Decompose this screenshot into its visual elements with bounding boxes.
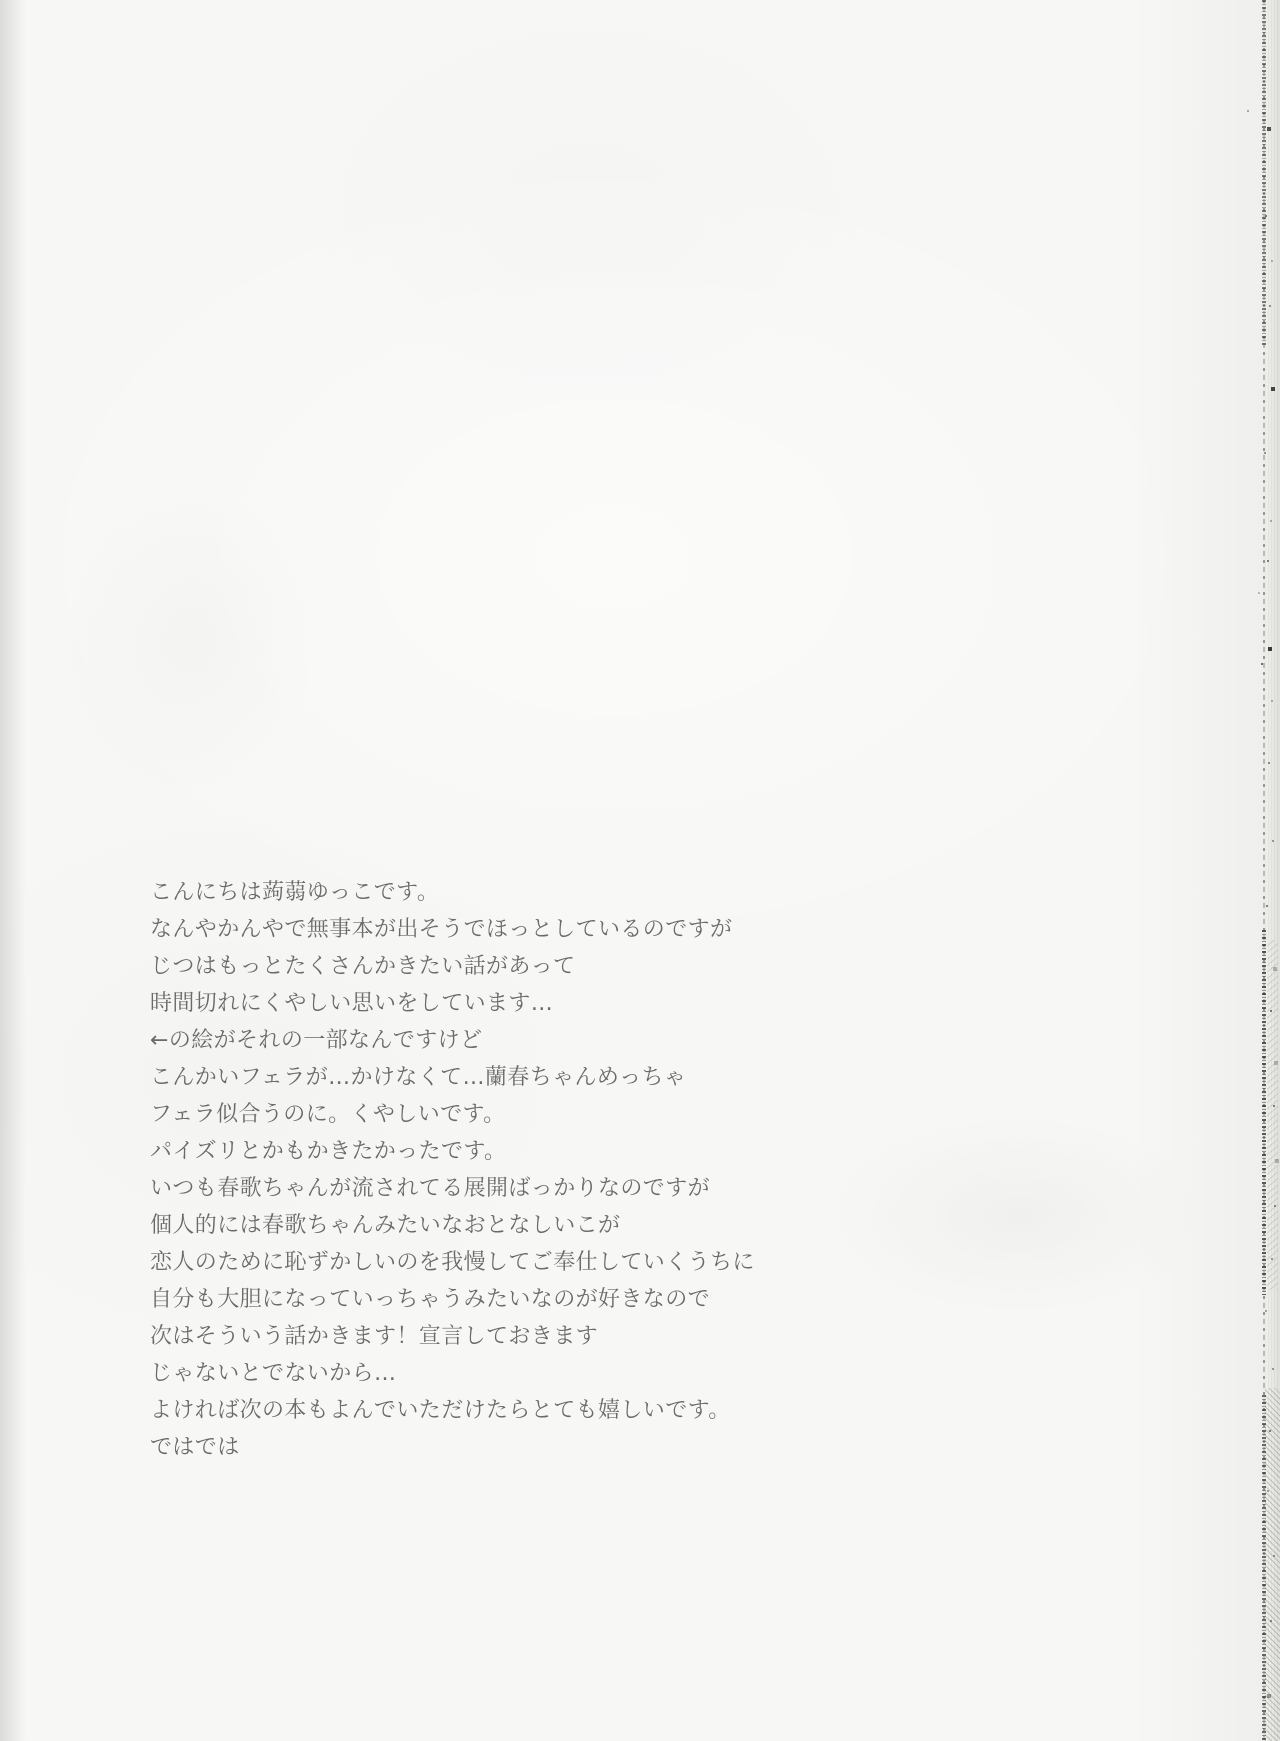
afterword-line: ではでは — [150, 1435, 240, 1460]
afterword-line: よければ次の本もよんでいただけたらとても嬉しいです。 — [150, 1398, 731, 1423]
afterword-line: 恋人のために恥ずかしいのを我慢してご奉仕していくうちに — [150, 1250, 755, 1275]
left-gutter-shadow — [0, 0, 26, 1741]
afterword-line: 次はそういう話かきます！宣言しておきます — [150, 1324, 599, 1349]
afterword-line: パイズリとかもかきたかったです。 — [150, 1139, 507, 1164]
afterword-line: ←の絵がそれの一部なんですけど — [150, 1028, 483, 1053]
afterword-text-block — [150, 874, 870, 1466]
show-through-smudge — [828, 1115, 1208, 1315]
afterword-line: 自分も大胆になっていっちゃうみたいなのが好きなので — [150, 1287, 711, 1312]
page-edge-hatch-texture — [1265, 1388, 1280, 1741]
afterword-line: じゃないとでないから… — [150, 1361, 397, 1386]
afterword-line: いつも春歌ちゃんが流されてる展開ばっかりなのですが — [150, 1176, 711, 1201]
scan-dirt-specks — [0, 0, 2, 2]
afterword-line: なんやかんやで無事本が出そうでほっとしているのですが — [150, 917, 733, 942]
page-edge-hatch-texture — [1267, 940, 1278, 1290]
paper-mottle — [60, 480, 320, 800]
afterword-line: 個人的には春歌ちゃんみたいなおとなしいこが — [150, 1213, 621, 1238]
afterword-line: 時間切れにくやしい思いをしています… — [150, 991, 554, 1016]
page-edge-line-segment — [1262, 930, 1266, 1295]
page-edge-line-segment — [1262, 0, 1266, 345]
afterword-line: フェラ似合うのに。くやしいです。 — [150, 1102, 506, 1127]
afterword-line: こんにちは蒟蒻ゆっこです。 — [150, 880, 440, 905]
afterword-line: こんかいフェラが…かけなくて…蘭春ちゃんめっちゃ — [150, 1065, 687, 1090]
afterword-line: じつはもっとたくさんかきたい話があって — [150, 954, 576, 979]
right-gutter-shadow — [1133, 0, 1263, 1741]
